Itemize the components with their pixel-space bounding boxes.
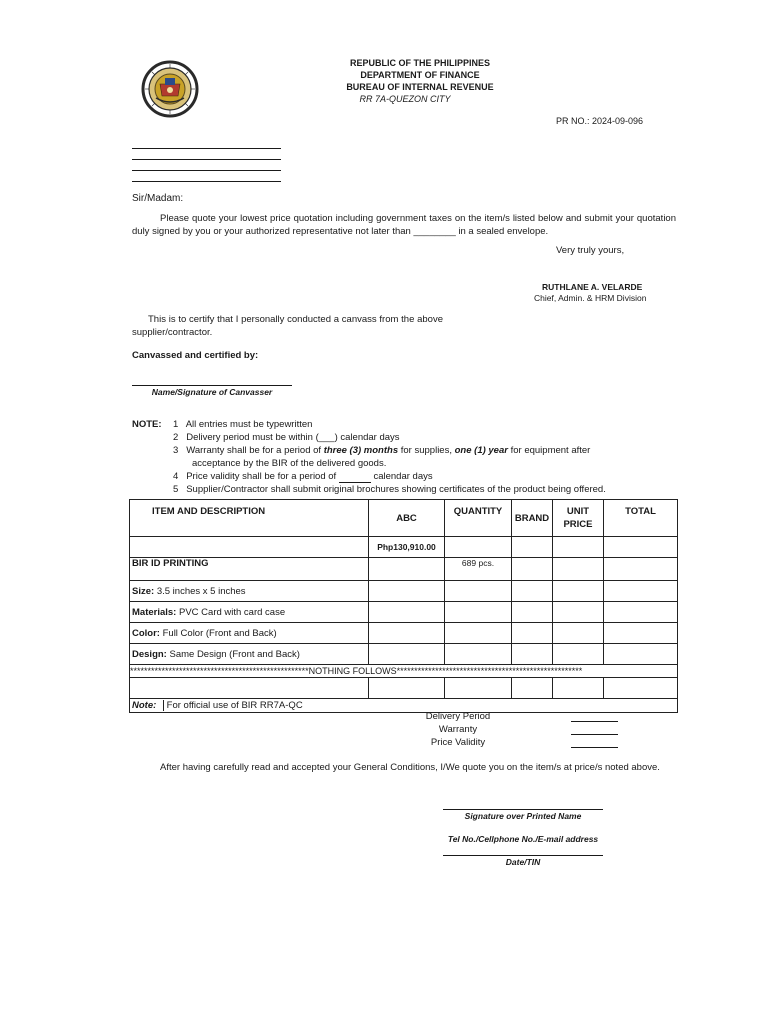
- item-spec: [130, 644, 369, 665]
- cell-total[interactable]: [604, 558, 678, 581]
- note-item-5: [173, 484, 606, 495]
- spec-value: PVC Card with card case: [176, 606, 286, 618]
- cell-empty: [553, 581, 604, 602]
- date-tin-caption: Date/TIN: [505, 857, 541, 867]
- nothing-follows-row: [130, 665, 678, 678]
- spec-value: Full Color (Front and Back): [159, 627, 277, 639]
- address-line-2: [132, 159, 281, 160]
- cell-empty: [130, 678, 369, 699]
- cell-empty: [445, 678, 512, 699]
- closing: Very truly yours,: [556, 245, 625, 256]
- table-row: [130, 537, 678, 558]
- cell-empty: [553, 644, 604, 665]
- note-text-pre: Price validity shall be for a period of: [186, 471, 339, 482]
- header-line-3: BUREAU OF INTERNAL REVENUE: [346, 82, 494, 92]
- signature-caption: Signature over Printed Name: [464, 811, 582, 821]
- note-text: All entries must be typewritten: [185, 419, 313, 430]
- note-item-4: [173, 471, 433, 483]
- note-text-post: for equipment after: [507, 445, 591, 456]
- table-row: [130, 602, 678, 623]
- note-text-pre: Warranty shall be for a period of: [186, 445, 324, 456]
- table-row: [130, 644, 678, 665]
- cell-empty: [512, 602, 553, 623]
- header-brand: BRAND: [512, 500, 553, 537]
- cell-empty: [369, 602, 445, 623]
- spec-value: Same Design (Front and Back): [166, 648, 300, 660]
- cell-empty: [512, 623, 553, 644]
- item-spec: [130, 602, 369, 623]
- cell-empty: [445, 581, 512, 602]
- cell-empty: [369, 678, 445, 699]
- spec-label: Design:: [132, 648, 167, 660]
- cell-empty: [445, 644, 512, 665]
- price-validity-field[interactable]: [571, 747, 618, 748]
- cell-empty: [445, 537, 512, 558]
- table-header-row: [130, 500, 678, 537]
- warranty-field[interactable]: [571, 734, 618, 735]
- note-item-2: [173, 432, 400, 443]
- note-num: 3: [173, 445, 179, 456]
- quantity-value: 689 pcs.: [445, 558, 512, 581]
- abc-value: Php130,910.00: [369, 537, 445, 558]
- cell-empty: [553, 602, 604, 623]
- pr-number: PR NO.: 2024-09-096: [556, 116, 644, 126]
- cell-empty: [445, 602, 512, 623]
- cell-empty: [604, 678, 678, 699]
- header-total: TOTAL: [604, 500, 678, 537]
- cell-empty: [604, 537, 678, 558]
- note-warranty-supplies: three (3) months: [323, 445, 399, 456]
- spec-label: Color:: [132, 627, 160, 639]
- table-row: [130, 623, 678, 644]
- note-num: 1: [173, 419, 179, 430]
- note-num: 4: [173, 471, 179, 482]
- note-num: 5: [173, 484, 179, 495]
- canvasser-caption: Name/Signature of Canvasser: [151, 387, 273, 397]
- note-item-1: [173, 419, 312, 430]
- address-line-3: [132, 170, 281, 171]
- quotation-table: [129, 499, 678, 713]
- date-tin-line[interactable]: [443, 855, 603, 856]
- spec-value: 3.5 inches x 5 inches: [154, 585, 246, 597]
- table-row: [130, 558, 678, 581]
- note-num: 2: [173, 432, 179, 443]
- cell-empty: [445, 623, 512, 644]
- spec-label: Size:: [132, 585, 155, 597]
- cell-empty: [553, 623, 604, 644]
- canvassed-label: Canvassed and certified by:: [132, 350, 259, 361]
- warranty-label: Warranty: [438, 724, 478, 735]
- table-note-value: For official use of BIR RR7A-QC: [166, 700, 303, 711]
- address-line-4: [132, 181, 281, 182]
- cell-unit-price[interactable]: [553, 558, 604, 581]
- header-abc: ABC: [369, 500, 445, 537]
- contact-caption: Tel No./Cellphone No./E-mail address: [447, 834, 599, 844]
- salutation: Sir/Madam:: [132, 193, 184, 204]
- letterhead: [300, 57, 540, 105]
- cell-empty: [512, 537, 553, 558]
- cell-empty: [604, 602, 678, 623]
- note-item-3-cont: acceptance by the BIR of the delivered goods.: [192, 458, 387, 469]
- price-validity-label: Price Validity: [430, 737, 486, 748]
- nothing-follows: ***************************************************NOTHING FOLLOWS*****************************************************: [130, 665, 678, 678]
- cell-empty: [130, 537, 369, 558]
- validity-blank[interactable]: [339, 471, 371, 483]
- signatory-title: Chief, Admin. & HRM Division: [534, 293, 647, 303]
- signatory-name: RUTHLANE A. VELARDE: [542, 282, 643, 292]
- note-warranty-equipment: one (1) year: [454, 445, 508, 456]
- table-row: [130, 581, 678, 602]
- item-spec: [130, 623, 369, 644]
- header-line-2: DEPARTMENT OF FINANCE: [360, 70, 480, 80]
- supplier-signature-line[interactable]: [443, 809, 603, 810]
- header-unit-price: UNIT PRICE: [553, 500, 604, 537]
- note-text-post: calendar days: [370, 471, 433, 482]
- header-line-1: REPUBLIC OF THE PHILIPPINES: [349, 58, 490, 68]
- address-line-1: [132, 148, 281, 149]
- certify-text: This is to certify that I personally conducted a canvass from the above supplier/contractor.: [132, 314, 443, 338]
- canvasser-signature-line: [132, 385, 292, 386]
- table-note-label: Note:: [130, 700, 164, 711]
- note-item-3: [173, 445, 590, 456]
- note-text-mid: for supplies,: [398, 445, 455, 456]
- acceptance-paragraph: [132, 761, 676, 774]
- cell-empty: [369, 558, 445, 581]
- delivery-period-label: Delivery Period: [425, 711, 491, 722]
- request-paragraph: [132, 212, 676, 238]
- cell-brand[interactable]: [512, 558, 553, 581]
- header-quantity: QUANTITY: [445, 500, 512, 537]
- terms-block: [400, 710, 516, 749]
- cell-empty: [512, 581, 553, 602]
- delivery-period-field[interactable]: [571, 721, 618, 722]
- header-item: ITEM AND DESCRIPTION: [130, 500, 369, 537]
- cell-empty: [553, 678, 604, 699]
- cell-empty: [604, 644, 678, 665]
- cell-empty: [553, 537, 604, 558]
- header-line-4: RR 7A-QUEZON CITY: [359, 94, 451, 104]
- cell-empty: [604, 623, 678, 644]
- acceptance-text: After having carefully read and accepted your General Conditions, I/We quote you on the item/s at price/s noted above.: [160, 762, 660, 773]
- cell-empty: [369, 644, 445, 665]
- item-spec: [130, 581, 369, 602]
- table-row: [130, 678, 678, 699]
- cell-empty: [604, 581, 678, 602]
- certify-paragraph: [132, 313, 443, 339]
- request-text: Please quote your lowest price quotation including government taxes on the item/s listed below and submit your quotation duly signed by you or your authorized representative not later than ________ in a sealed envelope.: [132, 213, 676, 237]
- bir-seal-logo: [134, 60, 206, 118]
- cell-empty: [369, 581, 445, 602]
- cell-empty: [512, 678, 553, 699]
- spec-label: Materials:: [132, 606, 177, 618]
- note-label: NOTE:: [132, 419, 162, 430]
- note-text: Delivery period must be within (___) calendar days: [186, 432, 400, 443]
- cell-empty: [369, 623, 445, 644]
- cell-empty: [512, 644, 553, 665]
- note-text: Supplier/Contractor shall submit original brochures showing certificates of the product being offered.: [186, 484, 606, 495]
- item-title: BIR ID PRINTING: [130, 558, 369, 581]
